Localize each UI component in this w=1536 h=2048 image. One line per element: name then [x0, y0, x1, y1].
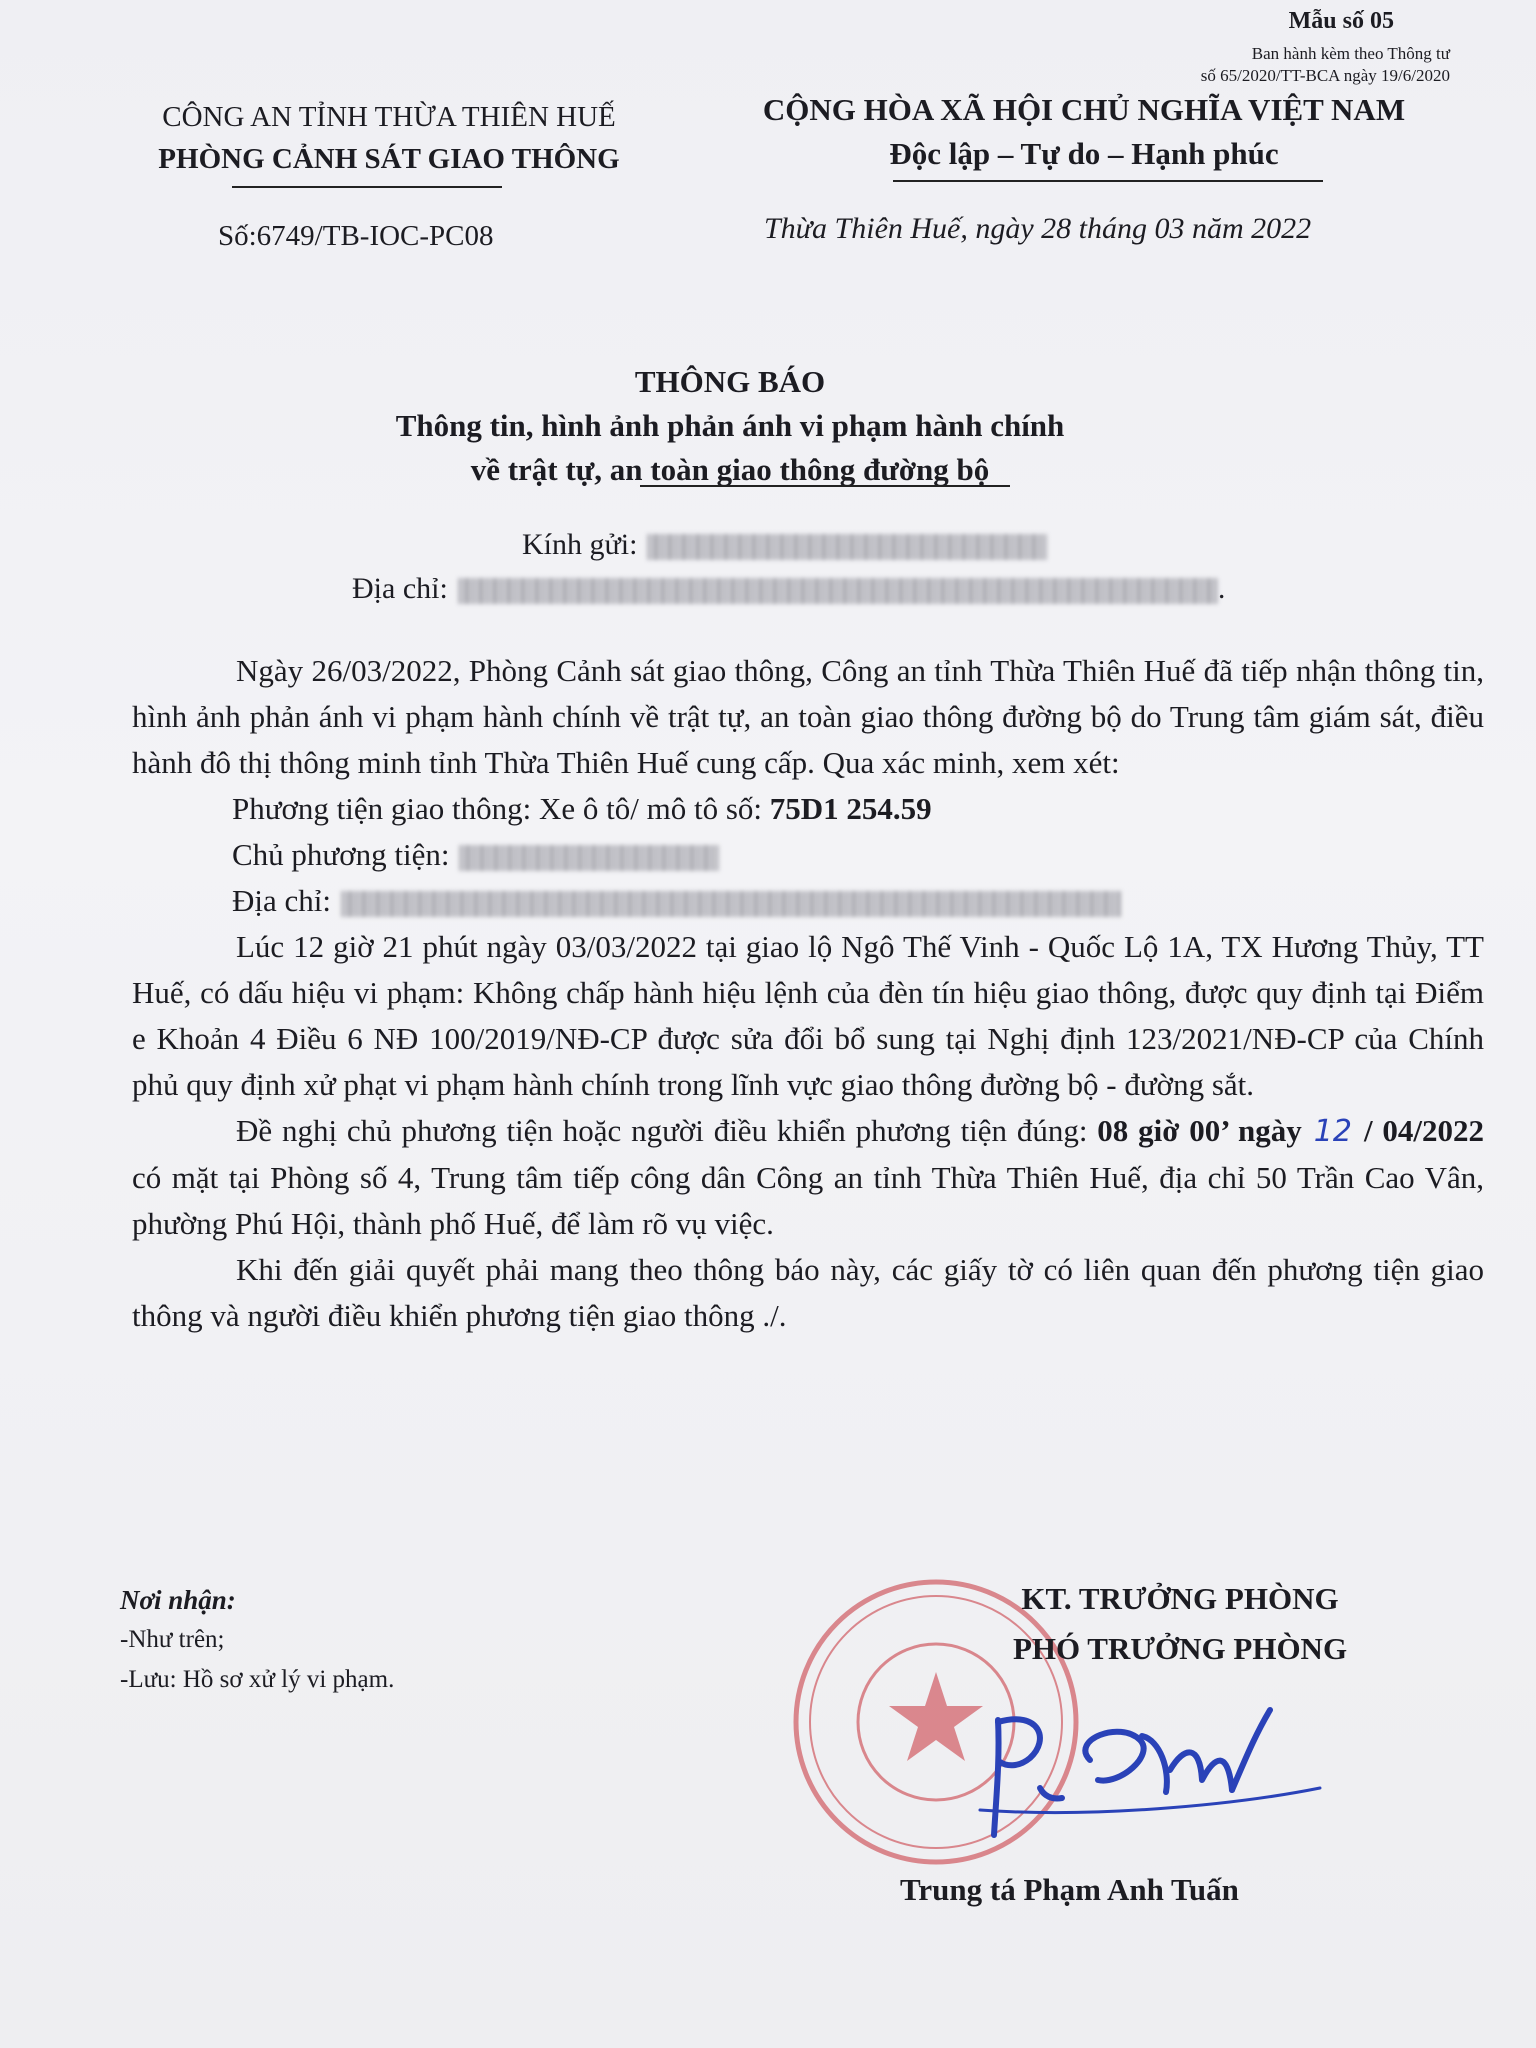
signature-line-1: KT. TRƯỞNG PHÒNG	[1021, 1581, 1339, 1616]
agency-header	[104, 96, 674, 180]
handwritten-signature	[970, 1700, 1330, 1850]
title-line-1: Thông tin, hình ảnh phản ánh vi phạm hành chính	[395, 408, 1065, 443]
nation-motto: Độc lập – Tự do – Hạnh phúc	[889, 136, 1279, 171]
paragraph-violation: Lúc 12 giờ 21 phút ngày 03/03/2022 tại giao lộ Ngô Thế Vinh - Quốc Lộ 1A, TX Hương Thủy, TT Huế, có dấu hiệu vi phạm: Không chấp hành hiệu lệnh của đèn tín hiệu giao thông, được quy định tại Điểm e Khoản 4 Điều 6 NĐ 100/2019/NĐ-CP được sửa đổi bổ sung tại Nghị định 123/2021/NĐ-CP của Chính phủ quy định xử phạt vi phạm hành chính trong lĩnh vực giao thông đường bộ - đường sắt.	[132, 929, 1484, 1102]
recipients-title: Nơi nhận:	[120, 1585, 236, 1615]
redacted-recipient-address	[458, 578, 1218, 604]
notice-title	[300, 360, 1160, 492]
recipient-item: -Lưu: Hồ sơ xử lý vi phạm.	[120, 1666, 395, 1693]
agency-parent: CÔNG AN TỈNH THỪA THIÊN HUẾ	[162, 101, 616, 133]
owner-line	[132, 832, 1484, 878]
address-label: Địa chỉ:	[352, 572, 448, 605]
license-plate: 75D1 254.59	[769, 791, 932, 826]
appointment-month: / 04/2022	[1363, 1113, 1485, 1148]
owner-address-line	[132, 878, 1484, 924]
owner-label: Chủ phương tiện:	[232, 837, 450, 872]
motto-underline	[893, 180, 1323, 182]
owner-address-label: Địa chỉ:	[232, 883, 331, 918]
signature-block	[860, 1574, 1500, 1674]
paragraph-summons: Đề nghị chủ phương tiện hoặc người điều khiển phương tiện đúng: 08 giờ 00’ ngày 12 / 04/2022 có mặt tại Phòng số 4, Trung tâm tiếp công dân Công an tỉnh Thừa Thiên Huế, địa chỉ 50 Trần Cao Vân, phường Phú Hội, thành phố Huế, để làm rõ vụ việc.	[132, 1113, 1485, 1241]
recipients-block	[120, 1580, 394, 1700]
redacted-recipient-name	[647, 534, 1047, 560]
form-circular: số 65/2020/TT-BCA ngày 19/6/2020	[1200, 66, 1450, 85]
title-line-2: về trật tự, an toàn giao thông đường bộ	[470, 452, 990, 487]
agency-underline	[232, 186, 502, 188]
redacted-owner-address	[341, 891, 1121, 917]
vehicle-label: Phương tiện giao thông: Xe ô tô/ mô tô số:	[232, 791, 763, 826]
form-issued-with: Ban hành kèm theo Thông tư	[1251, 44, 1450, 63]
nation-name: CỘNG HÒA XÃ HỘI CHỦ NGHĨA VIỆT NAM	[762, 92, 1406, 127]
signer-name: Trung tá Phạm Anh Tuấn	[900, 1872, 1239, 1907]
notice-body	[132, 648, 1484, 1339]
handwritten-day: 12	[1313, 1114, 1352, 1149]
paragraph-documents: Khi đến giải quyết phải mang theo thông báo này, các giấy tờ có liên quan đến phương tiện giao thông và người điều khiển phương tiện giao thông ./.	[132, 1252, 1484, 1333]
recipient-item: -Như trên;	[120, 1626, 225, 1653]
title-main: THÔNG BÁO	[634, 364, 826, 399]
vehicle-line	[132, 786, 1484, 832]
recipient-label: Kính gửi:	[522, 528, 638, 561]
form-number: Mẫu số 05	[1288, 8, 1394, 34]
redacted-owner-name	[459, 845, 719, 871]
signature-line-2: PHÓ TRƯỞNG PHÒNG	[1012, 1631, 1348, 1666]
paragraph-received: Ngày 26/03/2022, Phòng Cảnh sát giao thông, Công an tỉnh Thừa Thiên Huế đã tiếp nhận thông tin, hình ảnh phản ánh vi phạm hành chính về trật tự, an toàn giao thông đường bộ do Trung tâm giám sát, điều hành đô thị thông minh tỉnh Thừa Thiên Huế cung cấp. Qua xác minh, xem xét:	[132, 653, 1484, 780]
recipient-line	[522, 528, 1047, 562]
seal-star-icon	[889, 1672, 983, 1761]
place-date: Thừa Thiên Huế, ngày 28 tháng 03 năm 2022	[764, 212, 1312, 245]
title-underline	[640, 485, 1010, 487]
agency-department: PHÒNG CẢNH SÁT GIAO THÔNG	[158, 143, 620, 175]
appointment-time: 08 giờ 00’ ngày	[1097, 1113, 1302, 1148]
recipient-address-line: Địa chỉ: .	[352, 572, 1226, 605]
national-header	[712, 88, 1456, 176]
document-number: Số:6749/TB-IOC-PC08	[218, 220, 494, 252]
